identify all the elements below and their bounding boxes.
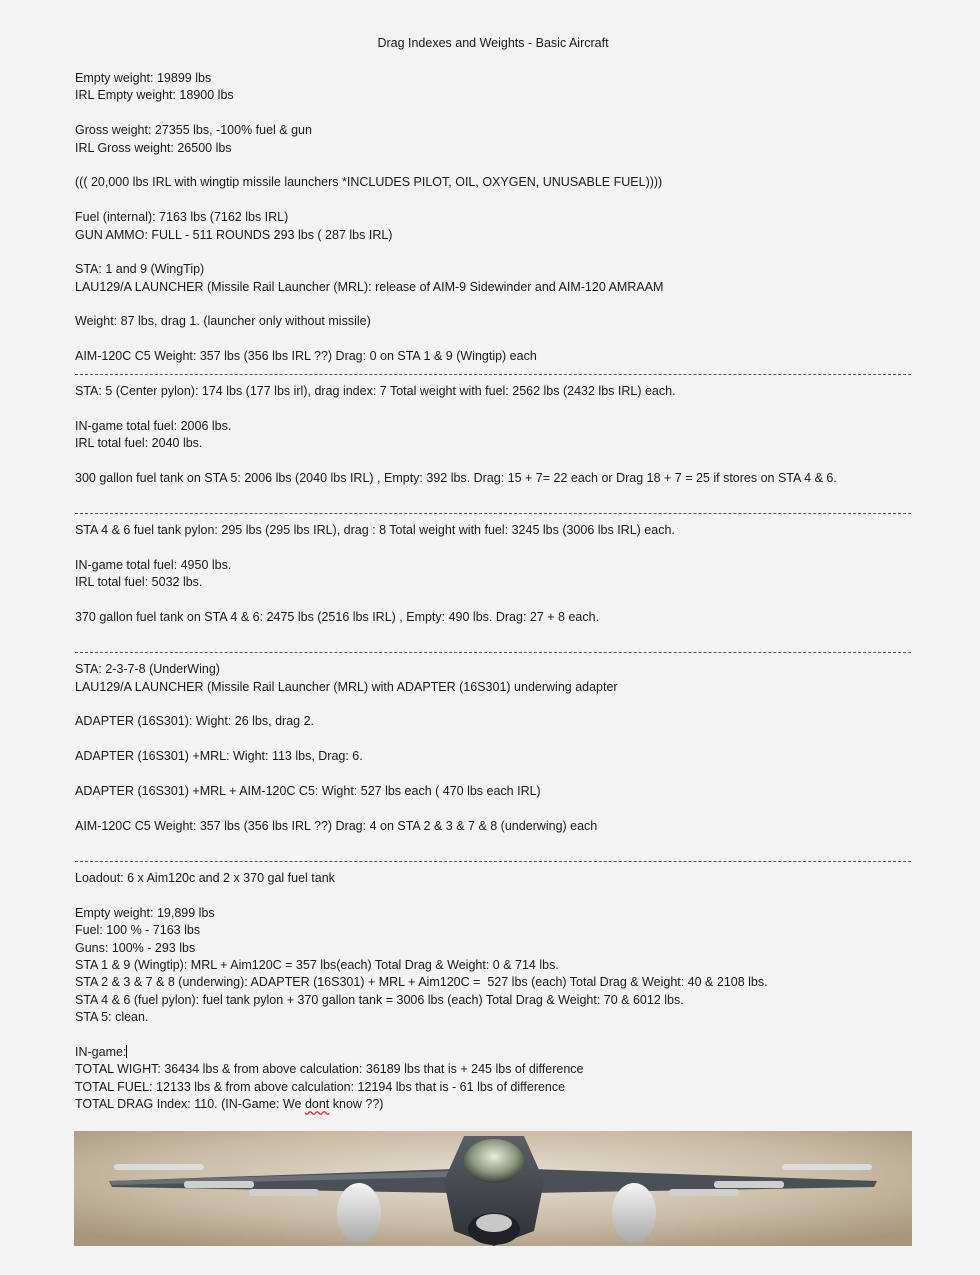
text-line: TOTAL WIGHT: 36434 lbs & from above calculation: 36189 lbs that is + 245 lbs of difference (75, 1062, 584, 1077)
text-line: Empty weight: 19899 lbs (75, 71, 212, 85)
dashed-separator (75, 505, 911, 522)
text-line: STA 4 & 6 fuel tank pylon: 295 lbs (295 lbs IRL), drag : 8 Total weight with fuel: 3245 lbs (3006 lbs IRL) each. (75, 523, 675, 538)
text-line: IN-game total fuel: 2006 lbs. (75, 418, 232, 433)
jet-banner-image (74, 1131, 912, 1246)
text-line: AIM-120C C5 Weight: 357 lbs (356 lbs IRL ??) Drag: 4 on STA 2 & 3 & 7 & 8 (underwing) each (75, 818, 598, 833)
in-game-label: IN-game: (75, 1044, 127, 1059)
text-line: 370 gallon fuel tank on STA 4 & 6: 2475 lbs (2516 lbs IRL) , Empty: 490 lbs. Drag: 27 + 8 each. (75, 610, 600, 625)
text-line: Loadout: 6 x Aim120c and 2 x 370 gal fuel tank (75, 870, 335, 885)
text-line: ADAPTER (16S301) +MRL: Wight: 113 lbs, Drag: 6. (75, 749, 363, 764)
text-span: TOTAL DRAG Index: 110. (IN-Game: We (75, 1097, 305, 1112)
text-line: Gross weight: 27355 lbs, -100% fuel & gun (75, 123, 312, 138)
text-line: ADAPTER (16S301) +MRL + AIM-120C C5: Wight: 527 lbs each ( 470 lbs each IRL) (75, 784, 541, 799)
text-line: STA 1 & 9 (Wingtip): MRL + Aim120C = 357 lbs(each) Total Drag & Weight: 0 & 714 lbs. (75, 957, 559, 972)
text-line: ADAPTER (16S301): Wight: 26 lbs, drag 2. (75, 714, 314, 729)
text-line: IRL total fuel: 2040 lbs. (75, 436, 203, 451)
dashed-separator (75, 644, 911, 661)
text-line: TOTAL FUEL: 12133 lbs & from above calculation: 12194 lbs that is - 61 lbs of difference (75, 1079, 566, 1094)
text-line: LAU129/A LAUNCHER (Missile Rail Launcher (MRL): release of AIM-9 Sidewinder and AIM-120 AMRAAM (75, 279, 664, 294)
dashed-separator (75, 853, 911, 870)
text-line: STA 2 & 3 & 7 & 8 (underwing): ADAPTER (16S301) + MRL + Aim120C = 527 lbs (each) Total Drag & Weight: 40 & 2108 lbs. (75, 975, 768, 990)
text-line: ((( 20,000 lbs IRL with wingtip missile launchers *INCLUDES PILOT, OIL, OXYGEN, UNUSABLE FUEL)))) (75, 175, 663, 190)
text-line: GUN AMMO: FULL - 511 ROUNDS 293 lbs ( 287 lbs IRL) (75, 227, 393, 242)
text-line: STA: 2-3-7-8 (UnderWing) (75, 662, 220, 677)
text-line: IRL Empty weight: 18900 lbs (75, 88, 234, 103)
spellcheck-word: dont (304, 1097, 330, 1112)
text-line: 300 gallon fuel tank on STA 5: 2006 lbs (2040 lbs IRL) , Empty: 392 lbs. Drag: 15 + 7= 22 each or Drag 18 + 7 = 25 if stores on STA 4 & 6. (75, 470, 837, 485)
text-line (75, 1096, 911, 1113)
text-line: IRL total fuel: 5032 lbs. (75, 575, 203, 590)
text-line: Fuel: 100 % - 7163 lbs (75, 923, 201, 938)
text-line: STA 4 & 6 (fuel pylon): fuel tank pylon + 370 gallon tank = 3006 lbs (each) Total Drag & Weight: 70 & 6012 lbs. (75, 992, 684, 1007)
text-line: STA: 5 (Center pylon): 174 lbs (177 lbs irl), drag index: 7 Total weight with fuel: 2562 lbs (2432 lbs IRL) each. (75, 384, 676, 399)
text-line: STA: 1 and 9 (WingTip) (75, 262, 205, 277)
text-line: IN-game total fuel: 4950 lbs. (75, 557, 232, 572)
text-line (75, 1044, 911, 1061)
dashed-separator (75, 366, 911, 383)
text-line: Empty weight: 19,899 lbs (75, 905, 215, 920)
text-line: Guns: 100% - 293 lbs (75, 940, 196, 955)
text-line: AIM-120C C5 Weight: 357 lbs (356 lbs IRL ??) Drag: 0 on STA 1 & 9 (Wingtip) each (75, 349, 537, 364)
document-title: Drag Indexes and Weights - Basic Aircraft (377, 36, 609, 50)
text-span: know ??) (329, 1097, 384, 1112)
text-cursor (126, 1045, 127, 1058)
text-line: Weight: 87 lbs, drag 1. (launcher only without missile) (75, 314, 371, 329)
document-body[interactable] (75, 70, 911, 1113)
text-line: LAU129/A LAUNCHER (Missile Rail Launcher (MRL) with ADAPTER (16S301) underwing adapter (75, 679, 618, 694)
text-line: STA 5: clean. (75, 1010, 149, 1025)
text-line: Fuel (internal): 7163 lbs (7162 lbs IRL) (75, 210, 289, 225)
text-line: IRL Gross weight: 26500 lbs (75, 140, 232, 155)
f16-jet-icon (74, 1131, 912, 1246)
